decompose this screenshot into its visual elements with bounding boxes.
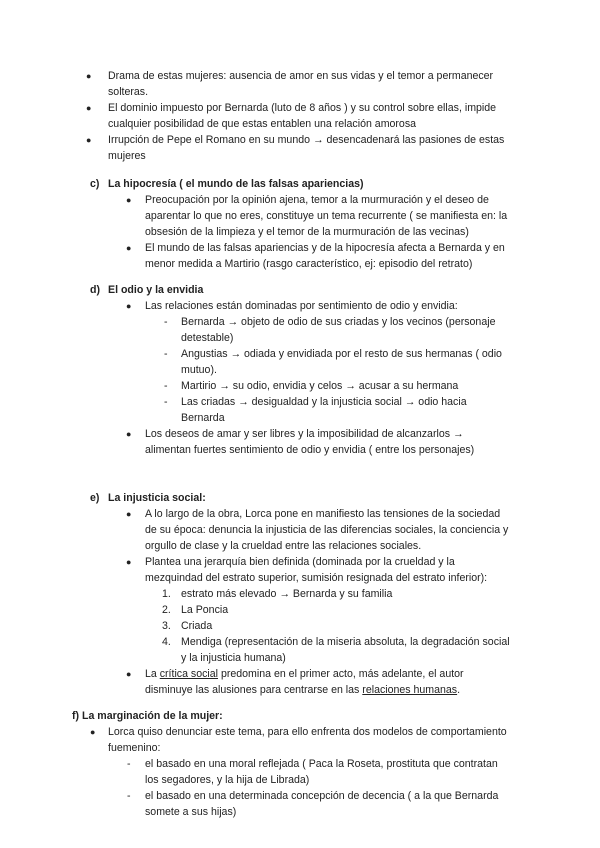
sub-item: Bernarda xyxy=(181,412,225,424)
dash-icon: - xyxy=(127,790,131,802)
numbered-item: estrato más elevado → Bernarda y su familia xyxy=(181,588,393,600)
section-label: e) xyxy=(90,492,100,504)
sub-item: somete a sus hijas) xyxy=(145,806,237,818)
list-item: orgullo de clase y la crueldad entre las relaciones sociales. xyxy=(145,540,422,552)
list-item: Lorca quiso denunciar este tema, para ello enfrenta dos modelos de comportamiento xyxy=(108,726,507,738)
sub-item: Bernarda → objeto de odio de sus criadas y los vecinos (personaje xyxy=(181,316,496,328)
sub-item: el basado en una determinada concepción de decencia ( a la que Bernarda xyxy=(145,790,499,802)
list-item xyxy=(145,682,460,698)
list-item: solteras. xyxy=(108,86,149,98)
bullet-icon: ● xyxy=(126,429,132,439)
bullet-icon: ● xyxy=(90,727,96,737)
list-number: 3. xyxy=(162,620,171,632)
sub-item: los segadores, y la hija de Librada) xyxy=(145,774,310,786)
list-item: cualquier posibilidad de que estas entablen una relación amorosa xyxy=(108,118,417,130)
section-heading: El odio y la envidia xyxy=(108,284,204,296)
list-item: Las relaciones están dominadas por sentimiento de odio y envidia: xyxy=(145,300,458,312)
list-item: alimentan fuertes sentimiento de odio y envidia ( entre los personajes) xyxy=(145,444,475,456)
bullet-icon: ● xyxy=(126,243,132,253)
dash-icon: - xyxy=(164,380,168,392)
list-number: 1. xyxy=(162,588,171,600)
relaciones-humanas-link[interactable]: relaciones humanas xyxy=(362,684,458,696)
bullet-icon: ● xyxy=(86,71,92,81)
list-item: Plantea una jerarquía bien definida (dominada por la crueldad y la xyxy=(145,556,455,568)
numbered-item: Criada xyxy=(181,620,213,632)
sub-item: mutuo). xyxy=(181,364,217,376)
bullet-icon: ● xyxy=(126,509,132,519)
list-item: El mundo de las falsas apariencias y de la hipocresía afecta a Bernarda y en xyxy=(145,242,505,254)
list-item: Los deseos de amar y ser libres y la imposibilidad de alcanzarlos → xyxy=(145,428,464,440)
list-number: 4. xyxy=(162,636,171,648)
section-heading: La injusticia social: xyxy=(108,492,206,504)
sub-item: el basado en una moral reflejada ( Paca la Roseta, prostituta que contratan xyxy=(145,758,498,770)
text-run: La xyxy=(145,668,160,680)
list-item: El dominio impuesto por Bernarda (luto de 8 años ) y su control sobre ellas, impide xyxy=(108,102,497,114)
sub-item: Angustias → odiada y envidiada por el resto de sus hermanas ( odio xyxy=(181,348,502,360)
bullet-icon: ● xyxy=(126,195,132,205)
numbered-item: y la injusticia humana) xyxy=(181,652,286,664)
section-label: d) xyxy=(90,284,100,296)
bullet-icon: ● xyxy=(86,135,92,145)
bullet-icon: ● xyxy=(126,301,132,311)
bullet-icon: ● xyxy=(86,103,92,113)
text-run: . xyxy=(457,684,461,696)
list-number: 2. xyxy=(162,604,171,616)
list-item: Irrupción de Pepe el Romano en su mundo → desencadenará las pasiones de estas xyxy=(108,134,505,146)
list-item: Drama de estas mujeres: ausencia de amor en sus vidas y el temor a permanecer xyxy=(108,70,494,82)
list-item: de su época: denuncia la injusticia de las diferencias sociales, la conciencia y xyxy=(145,524,509,536)
dash-icon: - xyxy=(127,758,131,770)
numbered-item: La Poncia xyxy=(181,604,229,616)
text-run: disminuye las alusiones para centrarse en las xyxy=(145,684,363,696)
text-run: predomina en el primer acto, más adelante, el autor xyxy=(218,668,464,680)
dash-icon: - xyxy=(164,316,168,328)
bullet-icon: ● xyxy=(126,557,132,567)
numbered-item: Mendiga (representación de la miseria absoluta, la degradación social xyxy=(181,636,510,648)
sub-item: Martirio → su odio, envidia y celos → acusar a su hermana xyxy=(181,380,459,392)
section-heading: La hipocresía ( el mundo de las falsas apariencias) xyxy=(108,178,364,190)
list-item: mezquindad del estrato superior, sumisión resignada del estrato inferior): xyxy=(145,572,488,584)
dash-icon: - xyxy=(164,348,168,360)
list-item: mujeres xyxy=(108,150,146,162)
list-item: A lo largo de la obra, Lorca pone en manifiesto las tensiones de la sociedad xyxy=(145,508,501,520)
dash-icon: - xyxy=(164,396,168,408)
list-item: aparentar lo que no eres, constituye un tema recurrente ( se manifiesta en: la xyxy=(145,210,508,222)
list-item: obsesión de la limpieza y el temor de la murmuración de las vecinas) xyxy=(145,226,469,238)
sub-item: detestable) xyxy=(181,332,234,344)
critica-social-link[interactable]: crítica social xyxy=(159,668,219,680)
bullet-icon: ● xyxy=(126,669,132,679)
list-item: menor medida a Martirio (rasgo característico, ej: episodio del retrato) xyxy=(145,258,473,270)
section-heading: f) La marginación de la mujer: xyxy=(72,710,223,722)
list-item: fuemenino: xyxy=(108,742,161,754)
list-item xyxy=(145,666,464,682)
list-item: Preocupación por la opinión ajena, temor a la murmuración y el deseo de xyxy=(145,194,489,206)
sub-item: Las criadas → desigualdad y la injusticia social → odio hacia xyxy=(181,396,467,408)
section-label: c) xyxy=(90,178,100,190)
